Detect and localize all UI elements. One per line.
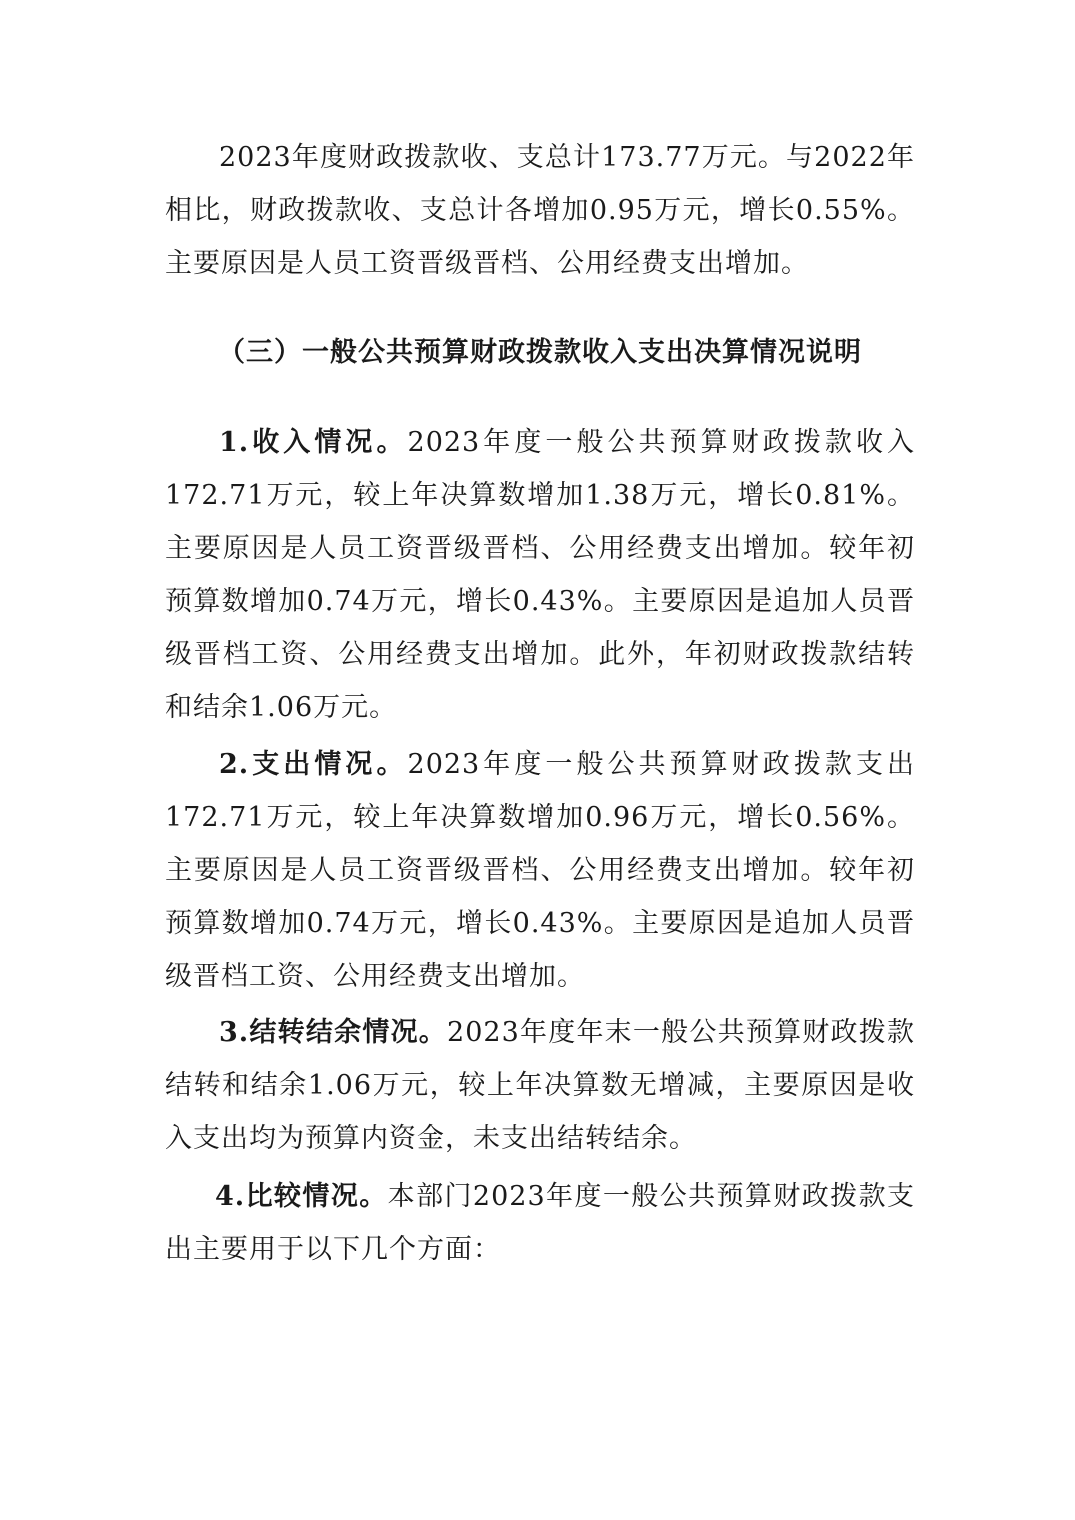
income-text: 2023年度一般公共预算财政拨款收入172.71万元，较上年决算数增加1.38万元，增长0.81%。主要原因是人员工资晋级晋档、公用经费支出增加。较年初预算数增加0.74万元，增长0.43%。主要原因是追加人员晋级晋档工资、公用经费支出增加。此外，年初财政拨款结转和结余1.06万元。 — [165, 427, 915, 723]
carryover-label: 3.结转结余情况。 — [219, 1017, 448, 1048]
comparison-label: 4.比较情况。 — [215, 1181, 388, 1212]
expenditure-text: 2023年度一般公共预算财政拨款支出172.71万元，较上年决算数增加0.96万元，增长0.56%。主要原因是人员工资晋级晋档、公用经费支出增加。较年初预算数增加0.74万元，增长0.43%。主要原因是追加人员晋级晋档工资、公用经费支出增加。 — [165, 749, 915, 992]
carryover-text: 2023年度年末一般公共预算财政拨款结转和结余1.06万元，较上年决算数无增减，主要原因是收入支出均为预算内资金，未支出结转结余。 — [165, 1017, 916, 1154]
income-label: 1.收入情况。 — [219, 427, 408, 458]
intro-paragraph — [165, 131, 915, 290]
income-paragraph — [165, 416, 915, 734]
expenditure-label: 2.支出情况。 — [219, 749, 408, 780]
carryover-paragraph — [165, 1006, 915, 1165]
comparison-paragraph — [165, 1170, 915, 1276]
intro-text: 2023年度财政拨款收、支总计173.77万元。与2022年相比，财政拨款收、支总计各增加0.95万元，增长0.55%。主要原因是人员工资晋级晋档、公用经费支出增加。 — [165, 142, 915, 279]
expenditure-paragraph — [165, 738, 915, 1003]
section-heading: （三）一般公共预算财政拨款收入支出决算情况说明 — [218, 337, 862, 368]
comparison-text: 本部门2023年度一般公共预算财政拨款支出主要用于以下几个方面： — [165, 1181, 915, 1265]
